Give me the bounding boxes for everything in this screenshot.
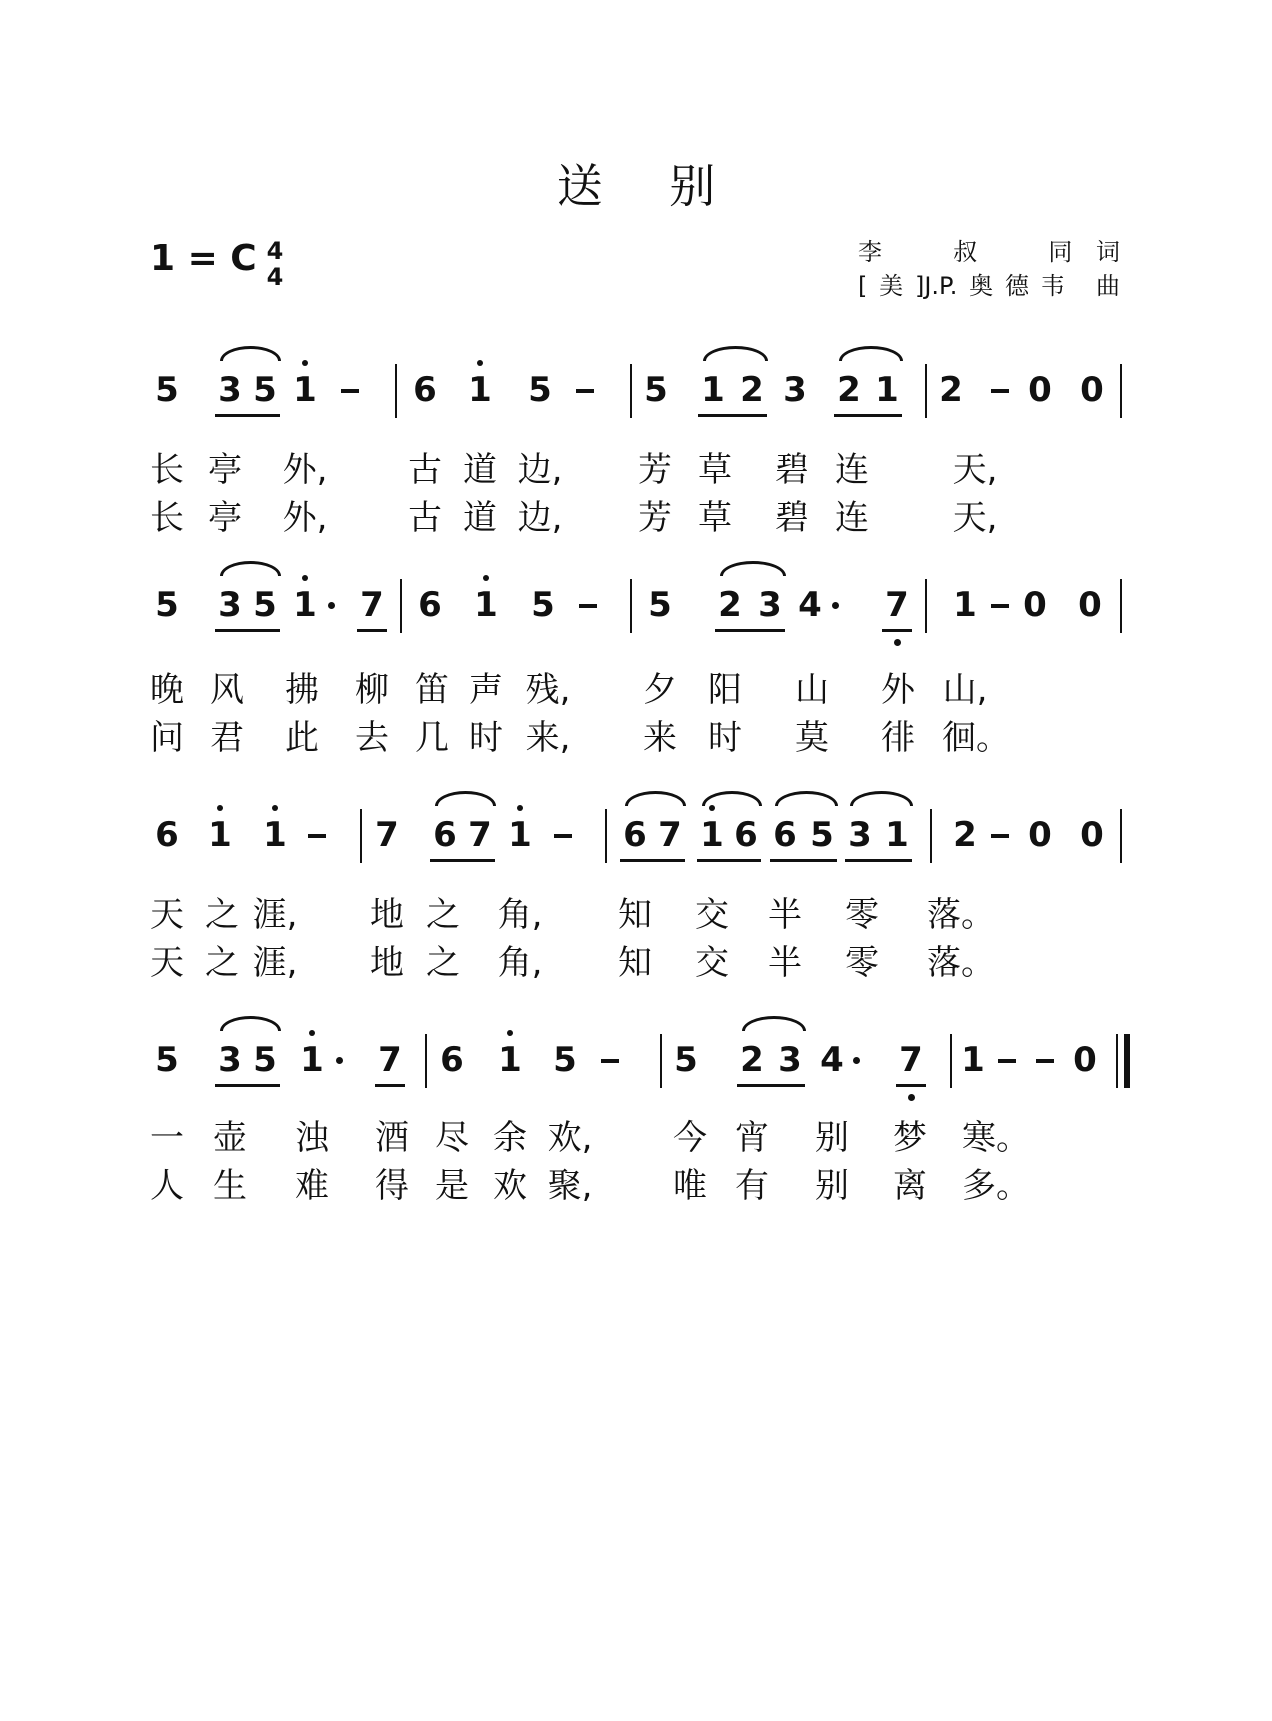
note: 7	[885, 585, 909, 625]
note: 0	[1028, 815, 1052, 855]
dash-mark	[1036, 1059, 1054, 1063]
lyric-verse-1: 尽	[435, 1118, 469, 1158]
lyric-verse-2: 此	[285, 718, 319, 758]
note: 0	[1078, 585, 1102, 625]
slur-arc	[850, 791, 913, 806]
eighth-note-underline	[770, 859, 837, 862]
lyric-verse-1: 外,	[282, 450, 328, 490]
bar-line	[1120, 809, 1122, 863]
note: 5	[253, 1040, 277, 1080]
upper-octave-dot	[517, 805, 523, 811]
note: 5	[155, 1040, 179, 1080]
lyric-verse-1: 声	[469, 670, 503, 710]
note: 2	[740, 1040, 764, 1080]
lyric-verse-2: 天	[150, 943, 184, 983]
lyric-verse-1: 酒	[375, 1118, 409, 1158]
lyric-verse-2: 莫	[795, 718, 829, 758]
bar-line	[605, 809, 607, 863]
note: 2	[837, 370, 861, 410]
eighth-note-underline	[737, 1084, 805, 1087]
lower-octave-dot	[908, 1094, 915, 1101]
final-bar-thin	[1116, 1034, 1118, 1088]
note: 1	[875, 370, 899, 410]
slur-arc	[742, 1016, 806, 1031]
bar-line	[360, 809, 362, 863]
note: 6	[155, 815, 179, 855]
lyric-verse-2: 问	[150, 718, 184, 758]
lyric-verse-1: 宵	[735, 1118, 769, 1158]
lyric-verse-1: 芳	[638, 450, 672, 490]
note: 5	[644, 370, 668, 410]
eighth-note-underline	[882, 629, 912, 632]
note: 2	[939, 370, 963, 410]
bar-line	[425, 1034, 427, 1088]
lyric-verse-1: 别	[815, 1118, 849, 1158]
note: 0	[1080, 370, 1104, 410]
eighth-note-underline	[215, 414, 280, 417]
lyric-verse-1: 落。	[927, 895, 995, 935]
dash-mark	[991, 389, 1009, 393]
lyric-verse-2: 交	[695, 943, 729, 983]
lyric-verse-2: 君	[210, 718, 244, 758]
lyric-verse-2: 来,	[525, 718, 571, 758]
lyric-verse-1: 知	[618, 895, 652, 935]
slur-arc	[702, 791, 762, 806]
note: 0	[1023, 585, 1047, 625]
note: 4	[798, 585, 822, 625]
lyric-verse-2: 落。	[927, 943, 995, 983]
note: 2	[953, 815, 977, 855]
lyric-verse-2: 长	[150, 498, 184, 538]
lyric-verse-2: 徊。	[942, 718, 1010, 758]
bar-line	[630, 364, 632, 418]
note: 1	[508, 815, 532, 855]
lyric-verse-1: 古	[408, 450, 442, 490]
augmentation-dot	[328, 602, 335, 609]
lyric-verse-1: 余	[493, 1118, 527, 1158]
dash-mark	[579, 604, 597, 608]
lyric-verse-2: 几	[415, 718, 449, 758]
eighth-note-underline	[215, 629, 280, 632]
eighth-note-underline	[357, 629, 387, 632]
bar-line	[930, 809, 932, 863]
lyric-verse-2: 草	[698, 498, 732, 538]
lyric-verse-1: 梦	[893, 1118, 927, 1158]
upper-octave-dot	[302, 360, 308, 366]
dash-mark	[308, 834, 326, 838]
lyric-verse-1: 夕	[643, 670, 677, 710]
bar-line	[660, 1034, 662, 1088]
note: 4	[820, 1040, 844, 1080]
note: 5	[674, 1040, 698, 1080]
lyric-verse-2: 芳	[638, 498, 672, 538]
note: 7	[360, 585, 384, 625]
note: 7	[899, 1040, 923, 1080]
bar-line	[1120, 364, 1122, 418]
lyric-verse-1: 寒。	[962, 1118, 1030, 1158]
lyric-verse-1: 今	[673, 1118, 707, 1158]
lyric-verse-2: 是	[435, 1166, 469, 1206]
bar-line	[925, 364, 927, 418]
eighth-note-underline	[698, 414, 767, 417]
eighth-note-underline	[215, 1084, 280, 1087]
lyric-verse-2: 唯	[673, 1166, 707, 1206]
note: 5	[553, 1040, 577, 1080]
note: 5	[155, 370, 179, 410]
note: 1	[953, 585, 977, 625]
lyric-verse-2: 连	[835, 498, 869, 538]
lyric-verse-2: 零	[845, 943, 879, 983]
lyric-verse-1: 笛	[415, 670, 449, 710]
dash-mark	[601, 1059, 619, 1063]
dash-mark	[998, 1059, 1016, 1063]
bar-line	[400, 579, 402, 633]
eighth-note-underline	[845, 859, 912, 862]
upper-octave-dot	[217, 805, 223, 811]
lyric-verse-2: 有	[735, 1166, 769, 1206]
note: 7	[468, 815, 492, 855]
lyric-verse-2: 角,	[497, 943, 543, 983]
note: 6	[623, 815, 647, 855]
upper-octave-dot	[309, 1030, 315, 1036]
bar-line	[950, 1034, 952, 1088]
lyric-verse-1: 浊	[295, 1118, 329, 1158]
eighth-note-underline	[375, 1084, 405, 1087]
lyric-verse-2: 多。	[962, 1166, 1030, 1206]
lyric-verse-1: 拂	[285, 670, 319, 710]
bar-line	[1120, 579, 1122, 633]
lyric-verse-1: 边,	[517, 450, 563, 490]
lyric-verse-2: 天,	[952, 498, 998, 538]
note: 3	[758, 585, 782, 625]
note: 6	[413, 370, 437, 410]
key-signature: 1 = C	[150, 238, 257, 279]
upper-octave-dot	[507, 1030, 513, 1036]
lyric-verse-1: 壶	[213, 1118, 247, 1158]
note: 7	[375, 815, 399, 855]
slur-arc	[775, 791, 838, 806]
lyric-verse-2: 亭	[208, 498, 242, 538]
note: 1	[961, 1040, 985, 1080]
lyric-verse-2: 之	[426, 943, 460, 983]
lyric-verse-2: 人	[150, 1166, 184, 1206]
augmentation-dot	[336, 1057, 343, 1064]
note: 1	[468, 370, 492, 410]
lyric-verse-1: 角,	[497, 895, 543, 935]
lyric-verse-2: 聚,	[547, 1166, 593, 1206]
eighth-note-underline	[715, 629, 785, 632]
lyric-verse-1: 道	[463, 450, 497, 490]
note: 5	[253, 370, 277, 410]
augmentation-dot	[832, 602, 839, 609]
upper-octave-dot	[272, 805, 278, 811]
note: 1	[498, 1040, 522, 1080]
lyric-verse-2: 时	[469, 718, 503, 758]
lyric-verse-1: 碧	[775, 450, 809, 490]
lyric-verse-1: 之	[205, 895, 239, 935]
note: 3	[218, 370, 242, 410]
note: 1	[263, 815, 287, 855]
bar-line	[925, 579, 927, 633]
slur-arc	[703, 346, 768, 361]
lyric-verse-1: 地	[370, 895, 404, 935]
augmentation-dot	[853, 1057, 860, 1064]
lyric-verse-2: 得	[375, 1166, 409, 1206]
slur-arc	[220, 1016, 281, 1031]
lyric-verse-1: 半	[768, 895, 802, 935]
note: 5	[648, 585, 672, 625]
lyric-verse-2: 涯,	[252, 943, 298, 983]
upper-octave-dot	[483, 575, 489, 581]
note: 6	[440, 1040, 464, 1080]
dash-mark	[991, 604, 1009, 608]
lyric-verse-1: 欢,	[547, 1118, 593, 1158]
note: 1	[701, 370, 725, 410]
lyric-verse-1: 残,	[525, 670, 571, 710]
note: 5	[531, 585, 555, 625]
note: 3	[778, 1040, 802, 1080]
lyric-verse-2: 外,	[282, 498, 328, 538]
lyric-verse-2: 来	[643, 718, 677, 758]
note: 3	[848, 815, 872, 855]
final-bar-thick	[1124, 1034, 1130, 1088]
lyric-verse-2: 欢	[493, 1166, 527, 1206]
time-signature-bottom: 4	[266, 263, 284, 291]
lyric-verse-1: 山,	[942, 670, 988, 710]
lyric-verse-1: 山	[795, 670, 829, 710]
lyric-verse-2: 生	[213, 1166, 247, 1206]
lyric-verse-2: 知	[618, 943, 652, 983]
lyric-verse-2: 难	[295, 1166, 329, 1206]
lyric-verse-1: 天,	[952, 450, 998, 490]
note: 1	[293, 585, 317, 625]
slur-arc	[220, 346, 281, 361]
lyricist-credit: 李 叔 同词	[858, 238, 1120, 266]
bar-line	[395, 364, 397, 418]
lyric-verse-2: 古	[408, 498, 442, 538]
note: 1	[300, 1040, 324, 1080]
lyric-verse-2: 之	[205, 943, 239, 983]
lyric-verse-1: 连	[835, 450, 869, 490]
slur-arc	[435, 791, 496, 806]
lyric-verse-2: 时	[708, 718, 742, 758]
lyric-verse-2: 半	[768, 943, 802, 983]
lyric-verse-1: 亭	[208, 450, 242, 490]
lyric-verse-1: 长	[150, 450, 184, 490]
note: 2	[740, 370, 764, 410]
eighth-note-underline	[430, 859, 495, 862]
eighth-note-underline	[896, 1084, 926, 1087]
lyric-verse-1: 天	[150, 895, 184, 935]
lyric-verse-1: 柳	[355, 670, 389, 710]
lyric-verse-2: 去	[355, 718, 389, 758]
note: 1	[700, 815, 724, 855]
upper-octave-dot	[302, 575, 308, 581]
lyric-verse-1: 草	[698, 450, 732, 490]
lyric-verse-1: 涯,	[252, 895, 298, 935]
lyric-verse-2: 地	[370, 943, 404, 983]
time-signature	[262, 238, 288, 290]
lyric-verse-1: 之	[426, 895, 460, 935]
slur-arc	[720, 561, 786, 576]
lyric-verse-1: 一	[150, 1118, 184, 1158]
slur-arc	[220, 561, 281, 576]
note: 6	[734, 815, 758, 855]
note: 1	[293, 370, 317, 410]
time-signature-top: 4	[266, 237, 284, 265]
bar-line	[630, 579, 632, 633]
dash-mark	[554, 834, 572, 838]
eighth-note-underline	[834, 414, 902, 417]
eighth-note-underline	[697, 859, 761, 862]
lyric-verse-2: 别	[815, 1166, 849, 1206]
note: 5	[253, 585, 277, 625]
note: 2	[718, 585, 742, 625]
dash-mark	[576, 389, 594, 393]
lyric-verse-2: 碧	[775, 498, 809, 538]
note: 0	[1028, 370, 1052, 410]
lyric-verse-2: 徘	[881, 718, 915, 758]
note: 7	[378, 1040, 402, 1080]
composer-credit: [美]J.P.奥德韦 曲	[858, 272, 1120, 300]
note: 7	[658, 815, 682, 855]
note: 1	[474, 585, 498, 625]
note: 5	[155, 585, 179, 625]
note: 6	[773, 815, 797, 855]
dash-mark	[341, 389, 359, 393]
note: 3	[218, 585, 242, 625]
lyric-verse-1: 晚	[150, 670, 184, 710]
note: 3	[218, 1040, 242, 1080]
note: 0	[1073, 1040, 1097, 1080]
lyric-verse-2: 道	[463, 498, 497, 538]
lyric-verse-1: 外	[881, 670, 915, 710]
lyric-verse-2: 边,	[517, 498, 563, 538]
lower-octave-dot	[894, 639, 901, 646]
lyric-verse-1: 交	[695, 895, 729, 935]
note: 0	[1080, 815, 1104, 855]
dash-mark	[991, 834, 1009, 838]
note: 6	[433, 815, 457, 855]
song-title: 送 别	[556, 159, 742, 213]
slur-arc	[625, 791, 686, 806]
note: 6	[418, 585, 442, 625]
lyric-verse-2: 离	[893, 1166, 927, 1206]
note: 5	[810, 815, 834, 855]
note: 1	[208, 815, 232, 855]
lyric-verse-1: 风	[210, 670, 244, 710]
note: 5	[528, 370, 552, 410]
slur-arc	[839, 346, 903, 361]
note: 1	[885, 815, 909, 855]
lyric-verse-1: 零	[845, 895, 879, 935]
upper-octave-dot	[477, 360, 483, 366]
lyric-verse-1: 阳	[708, 670, 742, 710]
note: 3	[783, 370, 807, 410]
eighth-note-underline	[620, 859, 685, 862]
